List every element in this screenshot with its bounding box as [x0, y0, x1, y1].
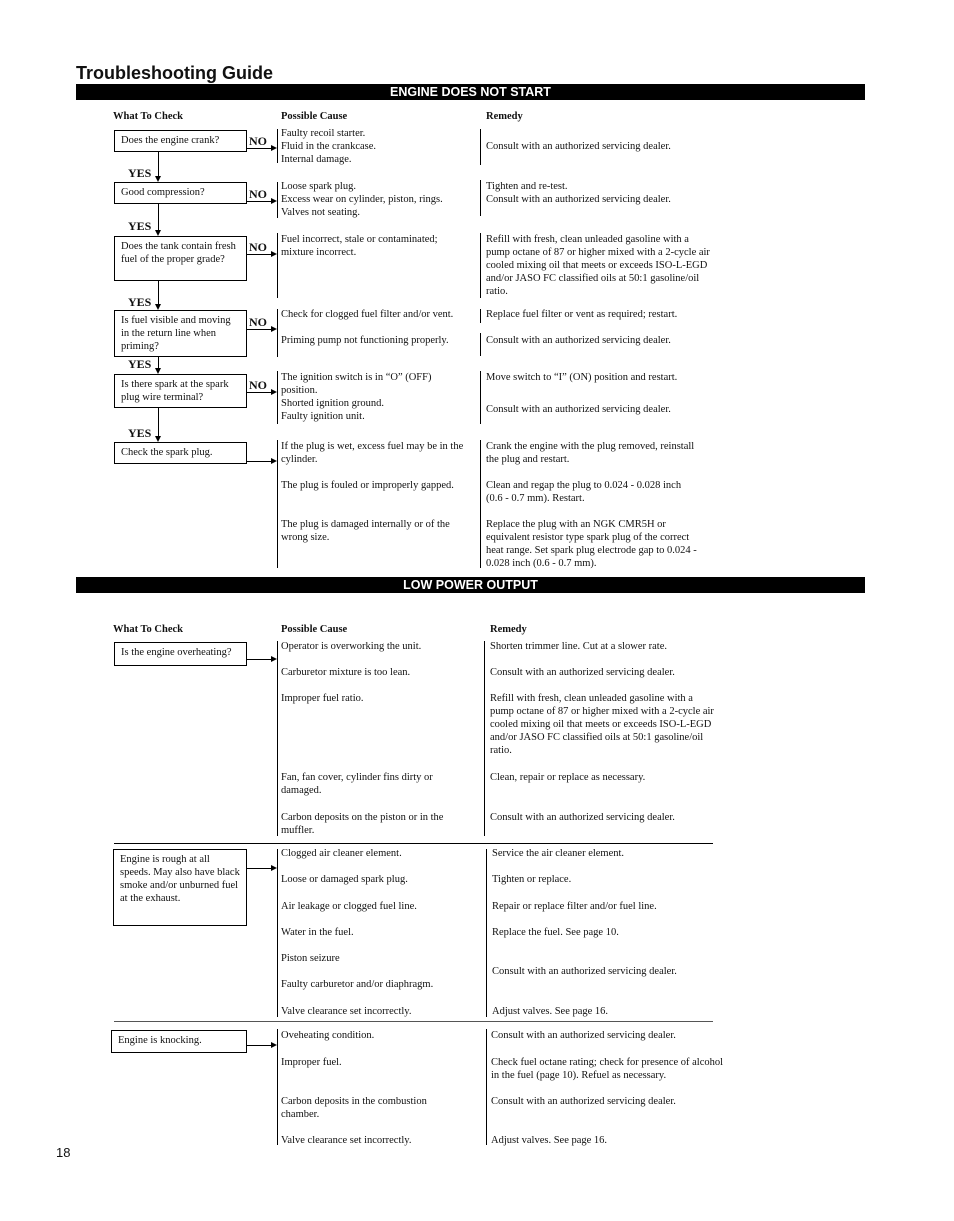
yes-label: YES: [128, 166, 152, 180]
cause-engine-crank: [281, 127, 471, 166]
yes-arrow-icon: [155, 368, 161, 374]
yes-label: YES: [128, 426, 152, 440]
cause-line: Valves not seating.: [281, 207, 361, 218]
remedy-plug-wet: Crank the engine with the plug removed, reinstall the plug and restart.: [486, 441, 695, 465]
cause-piston-seizure: Piston seizure: [281, 953, 340, 964]
cause-valve-clearance: Valve clearance set incorrectly.: [281, 1135, 412, 1146]
cause-priming-pump: Priming pump not functioning properly.: [281, 335, 449, 346]
no-label: NO: [249, 134, 267, 148]
column-header-what-to-check: What To Check: [113, 624, 184, 635]
column-header-possible-cause: Possible Cause: [281, 624, 348, 635]
remedy-tighten: Tighten or replace.: [492, 874, 572, 885]
cause-plug-wet: If the plug is wet, excess fuel may be in the cylinder.: [281, 441, 464, 465]
cause-line: The ignition switch is in “O” (OFF) position.: [281, 372, 432, 396]
remedy-dealer: Consult with an authorized servicing dealer.: [490, 667, 675, 678]
section-header-low-power-output: LOW POWER OUTPUT: [76, 577, 865, 593]
remedy-shorten-line: Shorten trimmer line. Cut at a slower rate.: [490, 641, 667, 652]
cause-valve-clearance: Valve clearance set incorrectly.: [281, 1006, 412, 1017]
remedy-air-cleaner: Service the air cleaner element.: [492, 848, 625, 859]
cause-plug-damaged: The plug is damaged internally or of the wrong size.: [281, 519, 450, 543]
remedy-fuel-line: Repair or replace filter and/or fuel line.: [492, 901, 657, 912]
cause-fan-dirty: Fan, fan cover, cylinder fins dirty or damaged.: [281, 772, 433, 796]
check-box-engine-crank: Does the engine crank?: [114, 130, 247, 152]
cause-air-cleaner: Clogged air cleaner element.: [281, 848, 402, 859]
remedy-adjust-valves: Adjust valves. See page 16.: [491, 1135, 608, 1146]
yes-label: YES: [128, 219, 152, 233]
cause-carbon-deposits: Carbon deposits on the piston or in the muffler.: [281, 812, 444, 836]
remedy-fuel: Refill with fresh, clean unleaded gasoline with a pump octane of 87 or higher mixed with a 2-cycle air cooled mixing oil that meets or exceeds ISO-L-EGD and/or JASO FC classified oils at 50:1 gasoline/oil ratio.: [486, 234, 710, 297]
remedy-line: Consult with an authorized servicing dealer.: [486, 194, 671, 205]
section-header-engine-does-not-start: ENGINE DOES NOT START: [76, 84, 865, 100]
remedy-ignition-dealer: Consult with an authorized servicing dealer.: [486, 404, 671, 415]
divider: [114, 843, 713, 844]
cause-overworking: Operator is overworking the unit.: [281, 641, 422, 652]
cause-carbon-chamber: Carbon deposits in the combustion chamber.: [281, 1096, 427, 1120]
cause-line: Fluid in the crankcase.: [281, 141, 377, 152]
cause-loose-spark-plug: Loose or damaged spark plug.: [281, 874, 408, 885]
cause-air-leakage: Air leakage or clogged fuel line.: [281, 901, 417, 912]
yes-label: YES: [128, 295, 152, 309]
remedy-check-octane: Check fuel octane rating; check for presence of alcohol in the fuel (page 10). Refuel as necessary.: [491, 1057, 724, 1081]
cause-overheating: Oveheating condition.: [281, 1030, 375, 1041]
remedy-fuel-filter: Replace fuel filter or vent as required; restart.: [486, 309, 678, 320]
cause-fuel: Fuel incorrect, stale or contaminated; mixture incorrect.: [281, 234, 438, 258]
no-label: NO: [249, 187, 267, 201]
yes-arrow-icon: [155, 304, 161, 310]
remedy-dealer: Consult with an authorized servicing dealer.: [491, 1030, 676, 1041]
remedy-ignition-switch: Move switch to “I” (ON) position and restart.: [486, 372, 678, 383]
check-box-overheating: Is the engine overheating?: [114, 642, 247, 666]
page-number: 18: [56, 1145, 71, 1160]
cause-lean-mixture: Carburetor mixture is too lean.: [281, 667, 411, 678]
divider: [114, 1021, 713, 1022]
column-header-possible-cause: Possible Cause: [281, 111, 348, 122]
cause-line: Faulty recoil starter.: [281, 128, 366, 139]
no-label: NO: [249, 315, 267, 329]
check-box-rough-running: Engine is rough at all speeds. May also have black smoke and/or unburned fuel at the exhaust.: [113, 849, 247, 926]
remedy-dealer: Consult with an authorized servicing dealer.: [491, 1096, 676, 1107]
yes-arrow-icon: [155, 230, 161, 236]
column-header-what-to-check: What To Check: [113, 111, 184, 122]
remedy-engine-crank: Consult with an authorized servicing dealer.: [486, 141, 671, 152]
remedy-dealer: Consult with an authorized servicing dealer.: [492, 966, 677, 977]
cause-plug-fouled: The plug is fouled or improperly gapped.: [281, 480, 454, 491]
no-label: NO: [249, 378, 267, 392]
check-box-fuel-return-line: Is fuel visible and moving in the return line when priming?: [114, 310, 247, 357]
check-box-spark-plug: Check the spark plug.: [114, 442, 247, 464]
cause-line: Loose spark plug.: [281, 181, 356, 192]
cause-ignition: [281, 371, 461, 423]
remedy-clean-repair: Clean, repair or replace as necessary.: [490, 772, 646, 783]
remedy-dealer: Consult with an authorized servicing dealer.: [490, 812, 675, 823]
yes-arrow-icon: [155, 436, 161, 442]
cause-faulty-carburetor: Faulty carburetor and/or diaphragm.: [281, 979, 434, 990]
check-box-compression: Good compression?: [114, 182, 247, 204]
no-label: NO: [249, 240, 267, 254]
remedy-replace-fuel: Replace the fuel. See page 10.: [492, 927, 619, 938]
remedy-line: Tighten and re-test.: [486, 181, 568, 192]
cause-line: Shorted ignition ground.: [281, 398, 384, 409]
check-box-fuel-tank: Does the tank contain fresh fuel of the proper grade?: [114, 236, 247, 281]
cause-line: Faulty ignition unit.: [281, 411, 365, 422]
page-title: Troubleshooting Guide: [76, 63, 273, 83]
cause-fuel-ratio: Improper fuel ratio.: [281, 693, 364, 704]
yes-label: YES: [128, 357, 152, 371]
column-header-remedy: Remedy: [486, 111, 523, 122]
remedy-plug-damaged: Replace the plug with an NGK CMR5H or equivalent resistor type spark plug of the correct heat range. Set spark plug electrode gap to 0.024 - 0.028 inch (0.6 - 0.7 mm).: [486, 519, 697, 569]
cause-improper-fuel: Improper fuel.: [281, 1057, 342, 1068]
remedy-compression: [486, 180, 726, 206]
cause-compression: [281, 180, 476, 219]
cause-water-fuel: Water in the fuel.: [281, 927, 354, 938]
cause-line: Excess wear on cylinder, piston, rings.: [281, 194, 443, 205]
remedy-plug-fouled: Clean and regap the plug to 0.024 - 0.028 inch (0.6 - 0.7 mm). Restart.: [486, 480, 682, 504]
remedy-adjust-valves: Adjust valves. See page 16.: [492, 1006, 609, 1017]
column-header-remedy: Remedy: [490, 624, 527, 635]
remedy-refill-fuel: Refill with fresh, clean unleaded gasoline with a pump octane of 87 or higher mixed with a 2-cycle air cooled mixing oil that meets or exceeds ISO-L-EGD and/or JASO FC classified oils at 50:1 gasoline/oil ratio.: [490, 693, 714, 756]
cause-line: Internal damage.: [281, 154, 352, 165]
remedy-priming-pump: Consult with an authorized servicing dealer.: [486, 335, 671, 346]
check-box-spark-terminal: Is there spark at the spark plug wire terminal?: [114, 374, 247, 408]
cause-fuel-filter: Check for clogged fuel filter and/or vent.: [281, 309, 454, 320]
check-box-knocking: Engine is knocking.: [111, 1030, 247, 1053]
yes-arrow-icon: [155, 176, 161, 182]
